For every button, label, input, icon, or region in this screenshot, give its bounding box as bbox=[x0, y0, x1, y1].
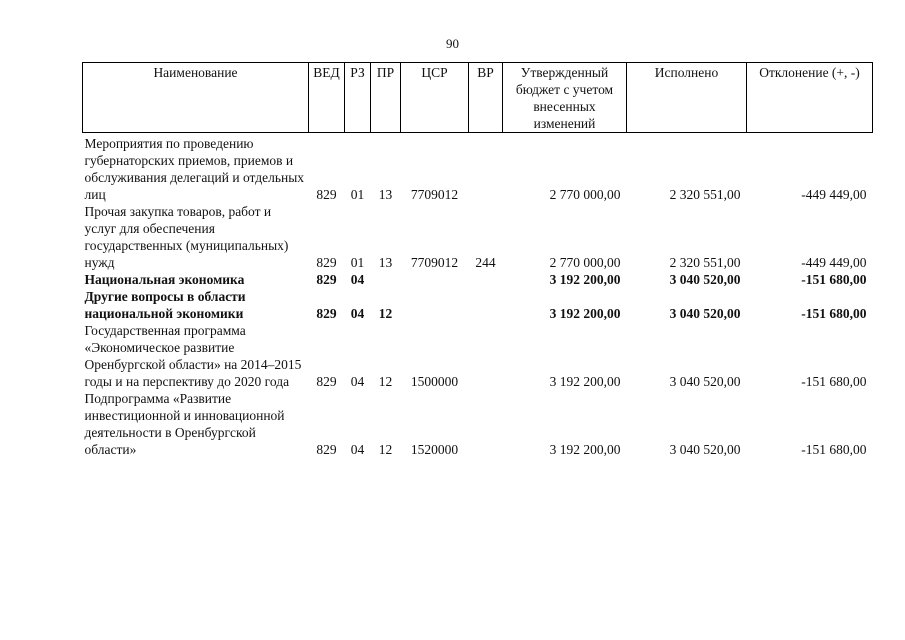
row-executed: 3 040 520,00 bbox=[669, 306, 741, 321]
row-csr bbox=[401, 288, 469, 322]
row-rz: 04 bbox=[350, 442, 365, 457]
row-pr bbox=[371, 271, 401, 288]
header-ved: ВЕД bbox=[309, 63, 345, 133]
row-csr bbox=[401, 271, 469, 288]
row-vr bbox=[469, 390, 503, 458]
row-pr: 13 bbox=[378, 255, 393, 270]
row-approved: 2 770 000,00 bbox=[549, 187, 621, 202]
row-approved: 3 192 200,00 bbox=[549, 374, 621, 389]
table-header-row bbox=[83, 63, 873, 133]
row-name: Мероприятия по проведению губернаторских приемов, приемов и обслуживания делегаций и отдельных лиц bbox=[84, 136, 305, 202]
table-row bbox=[83, 271, 873, 288]
row-executed: 2 320 551,00 bbox=[669, 187, 741, 202]
row-vr bbox=[469, 322, 503, 390]
table-row bbox=[83, 133, 873, 204]
row-pr: 12 bbox=[378, 374, 393, 389]
row-name: Национальная экономика bbox=[84, 272, 245, 287]
row-executed: 3 040 520,00 bbox=[669, 374, 741, 389]
page-number: 90 bbox=[446, 36, 459, 51]
table-row bbox=[83, 203, 873, 271]
header-approved: Утвержденный бюджет с учетом внесенных изменений bbox=[503, 63, 627, 133]
budget-table bbox=[82, 62, 873, 458]
row-executed: 3 040 520,00 bbox=[669, 442, 741, 457]
row-pr: 12 bbox=[378, 442, 393, 457]
row-ved: 829 bbox=[316, 272, 337, 287]
row-csr: 7709012 bbox=[410, 187, 459, 202]
row-rz: 01 bbox=[350, 255, 365, 270]
row-ved: 829 bbox=[316, 187, 337, 202]
header-name: Наименование bbox=[83, 63, 309, 133]
row-approved: 3 192 200,00 bbox=[549, 306, 621, 321]
row-deviation: -449 449,00 bbox=[801, 255, 867, 270]
row-vr: 244 bbox=[475, 255, 496, 270]
row-rz: 04 bbox=[350, 306, 365, 321]
row-ved: 829 bbox=[316, 306, 337, 321]
row-name: Другие вопросы в области национальной экономики bbox=[84, 289, 246, 321]
row-ved: 829 bbox=[316, 374, 337, 389]
row-rz: 04 bbox=[350, 374, 365, 389]
table-row bbox=[83, 390, 873, 458]
row-ved: 829 bbox=[316, 442, 337, 457]
row-approved: 3 192 200,00 bbox=[549, 272, 621, 287]
row-deviation: -151 680,00 bbox=[801, 306, 867, 321]
row-csr: 1520000 bbox=[410, 442, 459, 457]
row-deviation: -151 680,00 bbox=[801, 442, 867, 457]
row-csr: 1500000 bbox=[410, 374, 459, 389]
row-name: Подпрограмма «Развитие инвестиционной и инновационной деятельности в Оренбургской области» bbox=[84, 391, 285, 457]
header-pr: ПР bbox=[371, 63, 401, 133]
row-executed: 2 320 551,00 bbox=[669, 255, 741, 270]
header-csr: ЦСР bbox=[401, 63, 469, 133]
row-approved: 2 770 000,00 bbox=[549, 255, 621, 270]
row-rz: 01 bbox=[350, 187, 365, 202]
header-executed: Исполнено bbox=[627, 63, 747, 133]
row-vr bbox=[469, 271, 503, 288]
header-rz: РЗ bbox=[345, 63, 371, 133]
row-deviation: -151 680,00 bbox=[801, 374, 867, 389]
header-vr: ВР bbox=[469, 63, 503, 133]
row-approved: 3 192 200,00 bbox=[549, 442, 621, 457]
row-deviation: -151 680,00 bbox=[801, 272, 867, 287]
table-row bbox=[83, 322, 873, 390]
row-deviation: -449 449,00 bbox=[801, 187, 867, 202]
row-name: Государственная программа «Экономическое развитие Оренбургской области» на 2014–2015 годы и на перспективу до 2020 года bbox=[84, 323, 302, 389]
table-row bbox=[83, 288, 873, 322]
row-vr bbox=[469, 133, 503, 204]
row-name: Прочая закупка товаров, работ и услуг для обеспечения государственных (муниципальных) нужд bbox=[84, 204, 289, 270]
row-rz: 04 bbox=[350, 272, 365, 287]
row-csr: 7709012 bbox=[410, 255, 459, 270]
row-vr bbox=[469, 288, 503, 322]
row-executed: 3 040 520,00 bbox=[669, 272, 741, 287]
row-ved: 829 bbox=[316, 255, 337, 270]
row-pr: 12 bbox=[378, 306, 393, 321]
row-pr: 13 bbox=[378, 187, 393, 202]
header-deviation: Отклонение (+, -) bbox=[747, 63, 873, 133]
